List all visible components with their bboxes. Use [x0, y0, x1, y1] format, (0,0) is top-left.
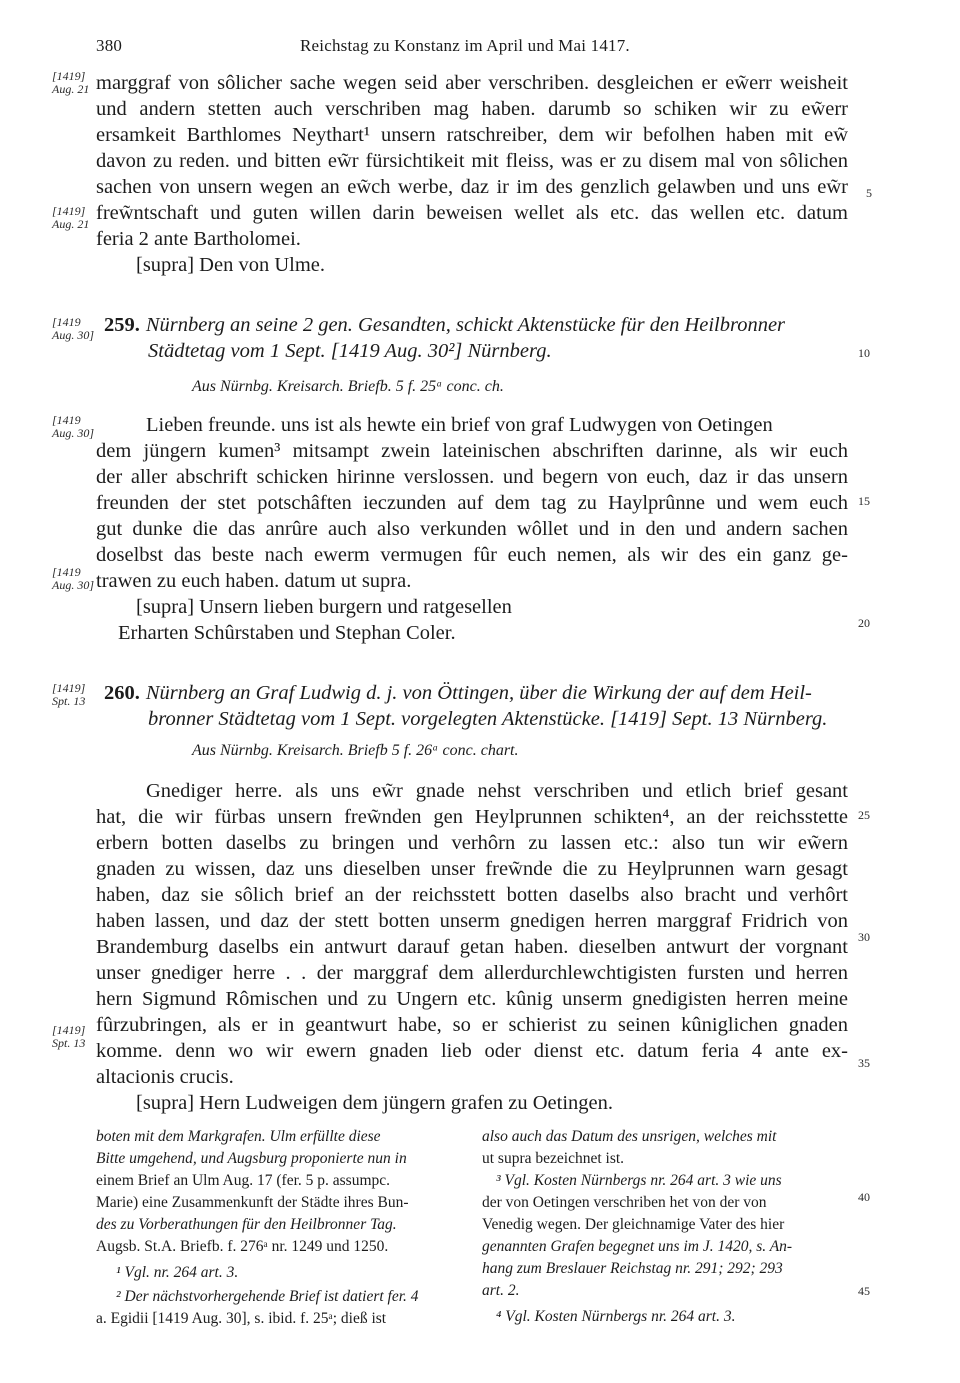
text-line: ersamkeit Barthlomes Neythart¹ unsern ratschreiber, dem wir befolhen haben mit ew̃: [96, 124, 848, 146]
text-line: hat, die wir fürbas unsern frew̃nden gen Heylprunnen schikten⁴, an der reichsstette: [96, 806, 848, 828]
footnote-line: a. Egidii [1419 Aug. 30], s. ibid. f. 25ᵃ; dieß ist: [96, 1310, 387, 1327]
line-number: 15: [858, 494, 870, 508]
footnote-line: hang zum Breslauer Reichstag nr. 291; 292; 293: [482, 1260, 783, 1277]
line-number: 40: [858, 1190, 870, 1204]
text-line: sachen von unsern wegen an ew̃ch werbe, daz ir im des genzlich gelawben und uns ew̃r: [96, 176, 848, 198]
entry-heading-line: bronner Städtetag vom 1 Sept. vorgelegten Aktenstücke. [1419] Sept. 13 Nürnberg.: [148, 708, 828, 730]
entry-heading-line: [104, 680, 812, 706]
footnote-line: Marie) eine Zusammenkunft der Städte ihres Bun-: [96, 1194, 409, 1211]
margin-date: [1419 Aug. 30]: [52, 315, 94, 342]
footnote-line: ³ Vgl. Kosten Nürnbergs nr. 264 art. 3 wie uns: [496, 1172, 782, 1189]
footnote-line: boten mit dem Markgrafen. Ulm erfüllte diese: [96, 1128, 381, 1145]
footnote-line: Bitte umgehend, und Augsburg proponierte nun in: [96, 1150, 407, 1167]
text-line: hern Sigmund Rômischen und zu Ungern etc. kûnig unserm gnedigisten herren meine: [96, 988, 848, 1010]
line-number: 20: [858, 616, 870, 630]
text-line: haben, daz sie sôlich brief an der reichsstett botten daselbs also bracht und verhôrt: [96, 884, 848, 906]
footnote-line: ut supra bezeichnet ist.: [482, 1150, 625, 1167]
source-note: Aus Nürnbg. Kreisarch. Briefb 5 f. 26ᵃ conc. chart.: [192, 742, 519, 759]
footnote-line: art. 2.: [482, 1282, 520, 1299]
text-line: freunden der stet potschâften ieczunden auf dem tag zu Haylprûnne und wem euch: [96, 492, 848, 514]
footnote-line: des zu Vorberathungen für den Heilbronner Tag.: [96, 1216, 397, 1233]
footnote-line: Venedig wegen. Der gleichnamige Vater des hier: [482, 1216, 785, 1233]
entry-heading-text: Nürnberg an Graf Ludwig d. j. von Öttingen, über die Wirkung der auf dem Heil-: [145, 682, 812, 704]
text-line: und andern stetten auch verschriben mag haben. darumb so schiken wir zu ew̃err: [96, 98, 848, 120]
line-number: 25: [858, 808, 870, 822]
text-line: dem jüngern kumen³ mitsampt zwein lateinischen abschriften darinne, als wir euch: [96, 440, 848, 462]
footnote-line: der von Oetingen verschriben het von der von: [482, 1194, 767, 1211]
text-line: davon zu reden. und bitten ew̃r fürsichtikeit mit fleiss, was er zu disem mal von sôlichen: [96, 150, 848, 172]
entry-heading-line: Städtetag vom 1 Sept. [1419 Aug. 30²] Nürnberg.: [148, 340, 552, 362]
text-line: erbern botten daselbs zu bringen und verhôrn zu lassen etc.: also tun wir ew̃ern: [96, 832, 848, 854]
text-line: frew̃ntschaft und guten willen darin beweisen wellet als etc. das wellen etc. datum: [96, 202, 848, 224]
text-line: gnaden zu wissen, daz uns dieselben unser frew̃nde die zu Heylprunnen warn gesagt: [96, 858, 848, 880]
entry-number: 259.: [104, 314, 140, 336]
text-line: altacionis crucis.: [96, 1066, 234, 1088]
text-line: Lieben freunde. uns ist als hewte ein brief von graf Ludwygen von Oetingen: [146, 414, 773, 436]
margin-date: [1419 Aug. 30]: [52, 565, 94, 592]
text-line: gut dunke die das anrûre auch also verkunden wôllet und in den und andern sachen: [96, 518, 848, 540]
address-line: Erharten Schûrstaben und Stephan Coler.: [118, 622, 456, 644]
address-line: [supra] Hern Ludweigen dem jüngern grafen zu Oetingen.: [136, 1092, 614, 1114]
line-number: 5: [866, 186, 872, 200]
line-number: 45: [858, 1284, 870, 1298]
margin-date: [1419] Spt. 13: [52, 681, 86, 708]
margin-date: [1419] Aug. 21: [52, 204, 90, 231]
footnote-line: ² Der nächstvorhergehende Brief ist datiert fer. 4: [116, 1288, 419, 1305]
page-number: 380: [96, 36, 123, 55]
text-line: trawen zu euch haben. datum ut supra.: [96, 570, 412, 592]
margin-date: [1419] Spt. 13: [52, 1023, 86, 1050]
text-line: komme. denn wo wir ewern gnaden lieb oder dienst etc. datum feria 4 ante ex-: [96, 1040, 848, 1062]
text-line: fûrzubringen, als er in geantwurt habe, so er schierist zu seinen kûniglichen gnaden: [96, 1014, 848, 1036]
footnote-line: ⁴ Vgl. Kosten Nürnbergs nr. 264 art. 3.: [496, 1308, 736, 1325]
footnote-line: einem Brief an Ulm Aug. 17 (fer. 5 p. assumpc.: [96, 1172, 391, 1189]
entry-heading-text: Nürnberg an seine 2 gen. Gesandten, schickt Aktenstücke für den Heilbronner: [145, 314, 786, 336]
line-number: 10: [858, 346, 870, 360]
line-number: 35: [858, 1056, 870, 1070]
address-line: [supra] Den von Ulme.: [136, 254, 326, 276]
entry-number: 260.: [104, 682, 140, 704]
line-number: 30: [858, 930, 870, 944]
text-line: der aller abschrift schicken hirinne verslossen. und begern von euch, daz ir das unsern: [96, 466, 848, 488]
text-line: unser gnediger herre . . der marggraf dem allerdurchlewchtigisten fursten und herren: [96, 962, 848, 984]
footnote-line: genannten Grafen begegnet uns im J. 1420, s. An-: [482, 1238, 793, 1255]
address-line: [supra] Unsern lieben burgern und ratgesellen: [136, 596, 512, 618]
footnote-line: also auch das Datum des unsrigen, welches mit: [482, 1128, 777, 1145]
running-title: Reichstag zu Konstanz im April und Mai 1417.: [300, 36, 630, 55]
margin-date: [1419 Aug. 30]: [52, 413, 94, 440]
footnote-line: ¹ Vgl. nr. 264 art. 3.: [116, 1264, 239, 1281]
text-line: Gnediger herre. als uns ew̃r gnade nehst verschriben und etlich brief gesant: [146, 780, 848, 802]
text-line: doselbst das beste nach ewerm vermugen fûr euch nemen, als wir des ein ganz ge-: [96, 544, 848, 566]
text-line: haben lassen, und daz der stett botten unserm gnedigen herren marggraf Fridrich von: [96, 910, 848, 932]
margin-date: [1419] Aug. 21: [52, 69, 90, 96]
text-line: marggraf von sôlicher sache wegen seid aber verschriben. desgleichen er ew̃err weisheit: [96, 72, 848, 94]
text-line: feria 2 ante Bartholomei.: [96, 228, 301, 250]
text-line: Brandemburg daselbs ein antwurt darauf getan haben. dieselben antwurt der vorgnant: [96, 936, 848, 958]
footnote-line: Augsb. St.A. Briefb. f. 276ᵃ nr. 1249 und 1250.: [96, 1238, 389, 1255]
entry-heading-line: [104, 312, 785, 338]
source-note: Aus Nürnbg. Kreisarch. Briefb. 5 f. 25ᵃ conc. ch.: [192, 378, 504, 395]
